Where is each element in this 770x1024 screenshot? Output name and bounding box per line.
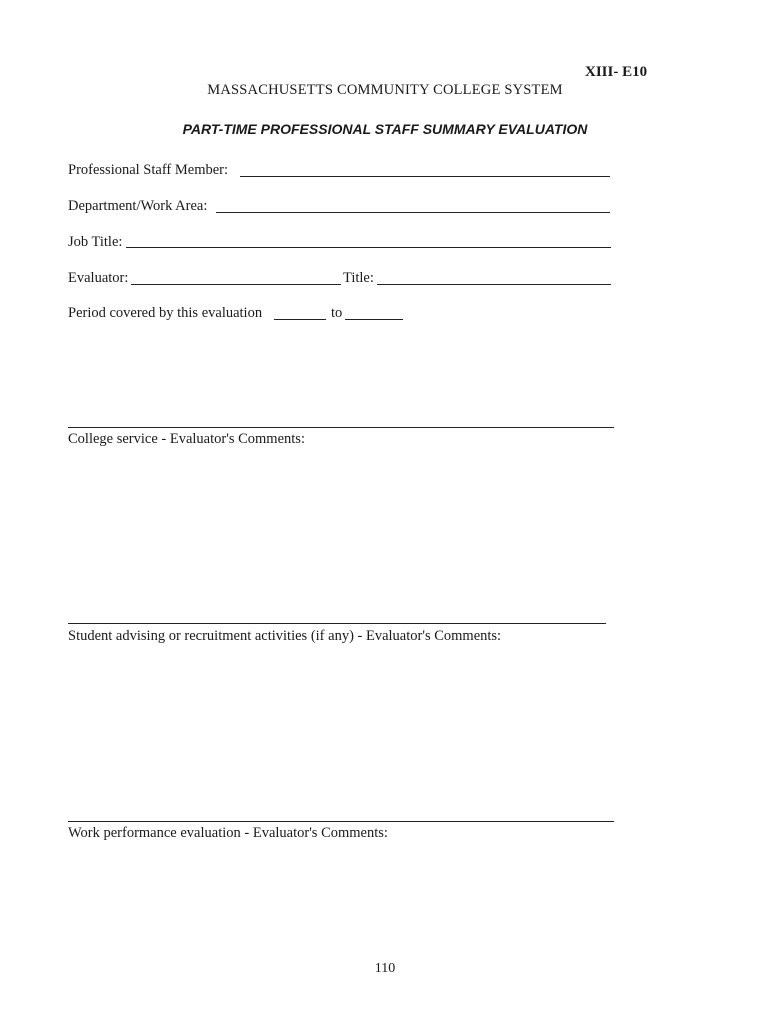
student-advising-comments-area[interactable] [68,650,614,815]
section-divider [68,427,614,428]
staff-member-label: Professional Staff Member: [68,162,229,178]
staff-member-field[interactable] [240,176,610,177]
college-service-heading: College service - Evaluator's Comments: [68,431,305,447]
work-performance-heading: Work performance evaluation - Evaluator's Comments: [68,825,388,841]
evaluator-title-label: Title: [343,270,374,286]
period-label: Period covered by this evaluation [68,305,263,321]
evaluator-field[interactable] [131,284,341,285]
organization-name: MASSACHUSETTS COMMUNITY COLLEGE SYSTEM [207,82,563,98]
work-performance-comments-area[interactable] [68,847,614,947]
evaluator-label: Evaluator: [68,270,129,286]
department-label: Department/Work Area: [68,198,208,214]
period-to-label: to [331,305,343,321]
period-from-field[interactable] [274,319,326,320]
section-divider [68,821,614,822]
evaluator-title-field[interactable] [377,284,611,285]
department-field[interactable] [216,212,610,213]
period-to-field[interactable] [345,319,403,320]
section-divider [68,623,606,624]
college-service-comments-area[interactable] [68,452,614,617]
form-code: XIII- E10 [585,64,648,80]
job-title-label: Job Title: [68,234,123,250]
job-title-field[interactable] [126,247,611,248]
student-advising-heading: Student advising or recruitment activities (if any) - Evaluator's Comments: [68,628,502,644]
form-title: PART-TIME PROFESSIONAL STAFF SUMMARY EVALUATION [182,121,588,137]
page-number: 110 [374,961,396,976]
